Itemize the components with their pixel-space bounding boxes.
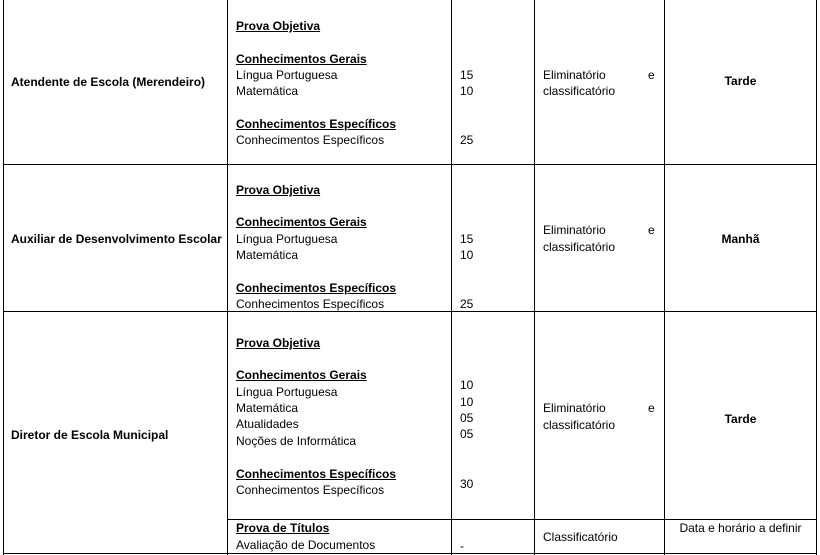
subject-item: Língua Portuguesa [236, 68, 338, 82]
subject-item: Matemática [236, 401, 299, 415]
subject-item: Conhecimentos Específicos [236, 483, 385, 497]
carater-word: Eliminatório [543, 223, 606, 237]
question-count: - [460, 539, 464, 553]
row-divider [3, 164, 817, 165]
conhecimentos-gerais-heading: Conhecimentos Gerais [236, 52, 367, 66]
subject-item: Matemática [236, 84, 299, 98]
carater-word: e [648, 68, 655, 82]
subject-item: Avaliação de Documentos [236, 538, 376, 552]
turno: Manhã [721, 232, 760, 246]
question-count: 10 [460, 378, 474, 392]
turno: Tarde [724, 74, 757, 88]
question-count: 30 [460, 477, 474, 491]
table-border-left [3, 0, 4, 555]
carater-word: e [648, 223, 655, 237]
carater-line: classificatório [543, 418, 616, 432]
conhecimentos-gerais-heading: Conhecimentos Gerais [236, 215, 367, 229]
prova-objetiva-heading: Prova Objetiva [236, 336, 321, 350]
column-divider [451, 0, 452, 555]
question-count: 25 [460, 133, 474, 147]
subject-item: Atualidades [236, 417, 299, 431]
subject-item: Conhecimentos Específicos [236, 297, 385, 311]
carater-word: e [648, 401, 655, 415]
carater-word: Eliminatório [543, 401, 606, 415]
column-divider [534, 0, 535, 555]
conhecimentos-especificos-heading: Conhecimentos Específicos [236, 117, 397, 131]
question-count: 15 [460, 68, 474, 82]
question-count: 10 [460, 395, 474, 409]
carater-line: Classificatório [543, 530, 618, 544]
question-count: 15 [460, 232, 474, 246]
conhecimentos-especificos-heading: Conhecimentos Específicos [236, 467, 397, 481]
subject-item: Matemática [236, 248, 299, 262]
conhecimentos-gerais-heading: Conhecimentos Gerais [236, 368, 367, 382]
subject-item: Noções de Informática [236, 434, 357, 448]
conhecimentos-especificos-heading: Conhecimentos Específicos [236, 281, 397, 295]
column-divider [227, 0, 228, 555]
prova-de-titulos-heading: Prova de Títulos [236, 521, 330, 535]
question-count: 05 [460, 427, 474, 441]
question-count: 10 [460, 84, 474, 98]
question-count: 05 [460, 411, 474, 425]
subject-item: Língua Portuguesa [236, 385, 338, 399]
carater-word: Eliminatório [543, 68, 606, 82]
turno: Tarde [724, 412, 757, 426]
question-count: 10 [460, 248, 474, 262]
table-border-right [816, 0, 817, 555]
carater-line: classificatório [543, 240, 616, 254]
subject-item: Língua Portuguesa [236, 232, 338, 246]
turno: Data e horário a definir [679, 521, 802, 535]
table-border-bottom [3, 553, 817, 554]
cargo-name: Atendente de Escola (Merendeiro) [11, 75, 206, 89]
cargo-name: Auxiliar de Desenvolvimento Escolar [11, 232, 222, 246]
row-divider [3, 311, 817, 312]
question-count: 25 [460, 297, 474, 311]
prova-objetiva-heading: Prova Objetiva [236, 183, 321, 197]
carater-line: classificatório [543, 84, 616, 98]
subject-item: Conhecimentos Específicos [236, 133, 385, 147]
prova-objetiva-heading: Prova Objetiva [236, 19, 321, 33]
cargo-name: Diretor de Escola Municipal [11, 428, 169, 442]
